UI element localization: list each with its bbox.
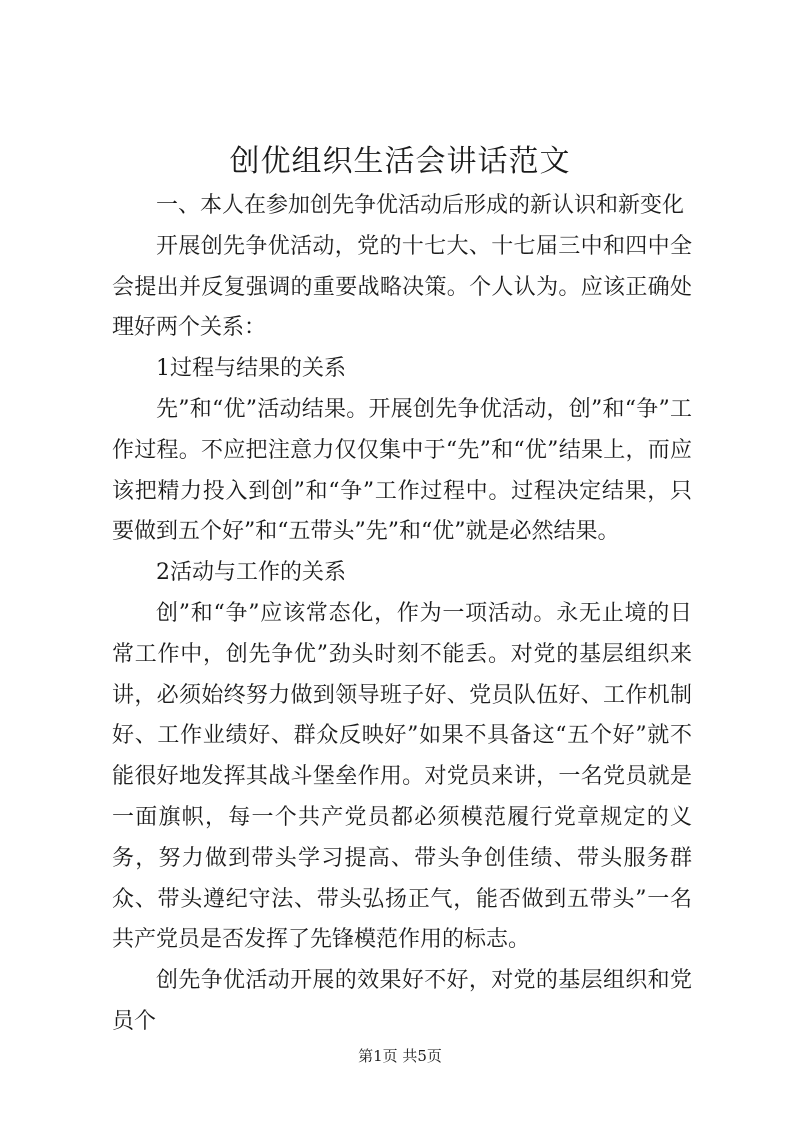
paragraph: 先”和“优”活动结果。开展创先争优活动，创”和“争”工作过程。不应把注意力仅仅集中于“先”和“优”结果上，而应该把精力投入到创”和“争”工作过程中。过程决定结果，只要做到五个好”和“五带头”先”和“优”就是必然结果。 — [112, 396, 692, 545]
section-heading: 一、本人在参加创先争优活动后形成的新认识和新变化 — [156, 193, 685, 218]
page-footer: 第1页 共5页 — [358, 1047, 442, 1065]
paragraph: 开展创先争优活动，党的十七大、十七届三中和四中全会提出并反复强调的重要战略决策。个人认为。应该正确处理好两个关系： — [112, 233, 692, 341]
paragraph: 创”和“争”应该常态化，作为一项活动。永无止境的日常工作中，创先争优”劲头时刻不能丢。对党的基层组织来讲，必须始终努力做到领导班子好、党员队伍好、工作机制好、工作业绩好、群众反映好”如果不具备这“五个好”就不能很好地发挥其战斗堡垒作用。对党员来讲，一名党员就是一面旗帜，每一个共产党员都必须模范履行党章规定的义务，努力做到带头学习提高、带头争创佳绩、带头服务群众、带头遵纪守法、带头弘扬正气，能否做到五带头”一名共产党员是否发挥了先锋模范作用的标志。 — [112, 600, 692, 953]
subsection-heading: 2活动与工作的关系 — [156, 560, 346, 586]
paragraph: 创先争优活动开展的效果好不好，对党的基层组织和党员个 — [112, 968, 692, 1034]
document-title: 创优组织生活会讲话范文 — [229, 144, 571, 179]
document-body — [112, 186, 692, 1043]
subsection-heading: 1过程与结果的关系 — [156, 356, 346, 382]
